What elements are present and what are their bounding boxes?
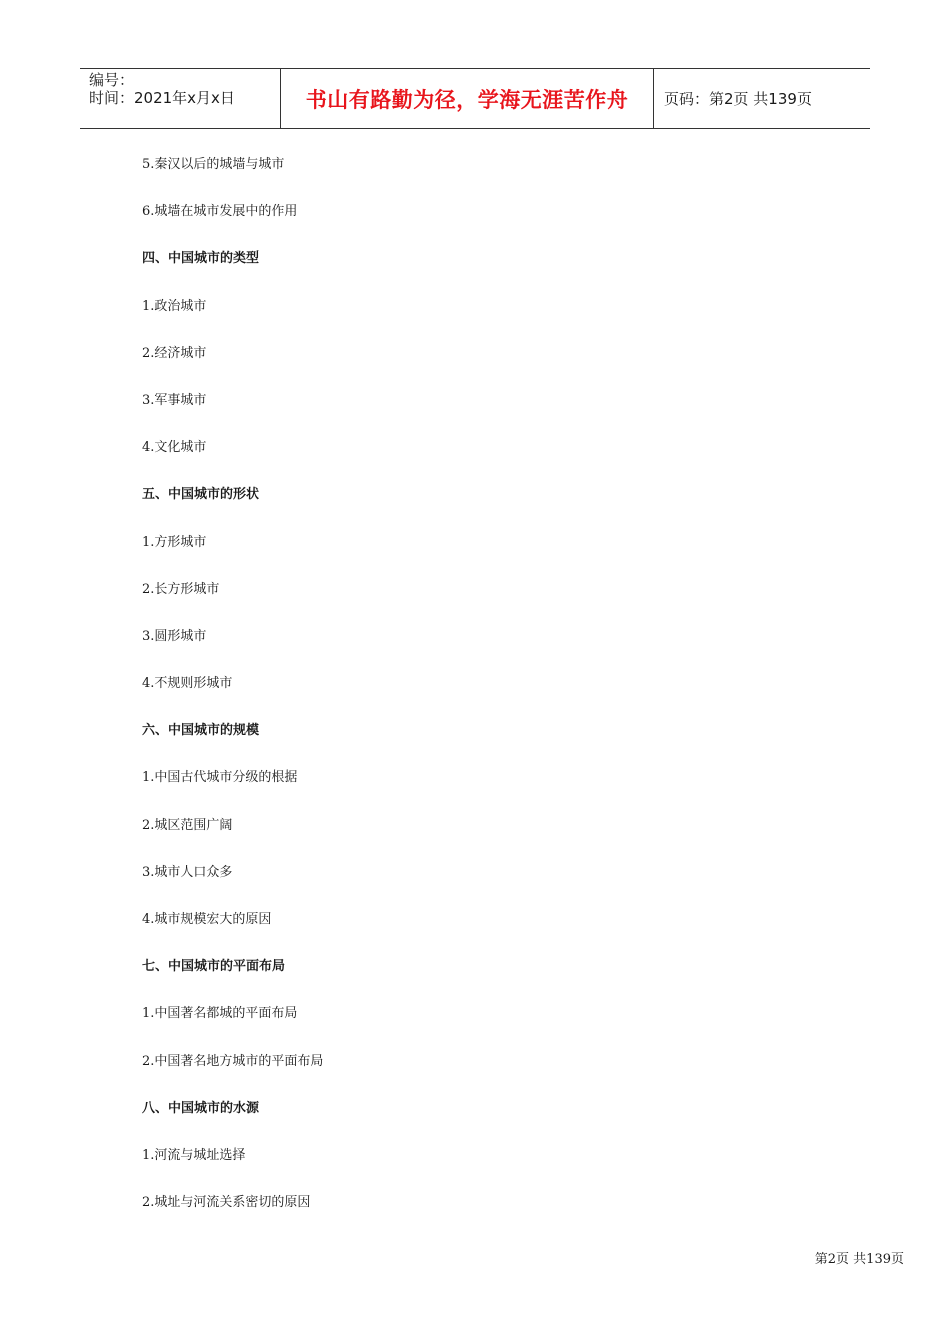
outline-item: 1.方形城市 xyxy=(142,534,207,550)
outline-item: 2.城址与河流关系密切的原因 xyxy=(142,1195,311,1211)
outline-item: 1.中国古代城市分级的根据 xyxy=(142,770,298,786)
outline-item: 2.城区范围广阔 xyxy=(142,817,233,833)
page-footer: 第2页 共139页 xyxy=(814,1252,904,1267)
section-heading: 六、中国城市的规模 xyxy=(142,723,260,739)
section-heading: 四、中国城市的类型 xyxy=(142,251,260,267)
time-label: 时间：2021年x月x日 xyxy=(89,89,235,107)
header-page-label: 页码：第2页 共139页 xyxy=(664,90,812,108)
outline-item: 6.城墙在城市发展中的作用 xyxy=(142,204,298,220)
serial-label: 编号： xyxy=(89,71,135,89)
section-heading: 五、中国城市的形状 xyxy=(142,487,260,503)
document-body xyxy=(142,153,842,1238)
outline-item: 1.政治城市 xyxy=(142,298,207,314)
outline-item: 1.中国著名都城的平面布局 xyxy=(142,1006,298,1022)
outline-item: 1.河流与城址选择 xyxy=(142,1147,246,1163)
outline-item: 4.文化城市 xyxy=(142,440,207,456)
outline-item: 3.城市人口众多 xyxy=(142,864,233,880)
outline-item: 5.秦汉以后的城墙与城市 xyxy=(142,157,285,172)
outline-item: 3.军事城市 xyxy=(142,392,207,408)
outline-item: 3.圆形城市 xyxy=(142,628,207,644)
outline-item: 2.中国著名地方城市的平面布局 xyxy=(142,1053,324,1069)
outline-item: 2.长方形城市 xyxy=(142,581,220,597)
outline-item: 4.不规则形城市 xyxy=(142,676,233,692)
section-heading: 八、中国城市的水源 xyxy=(142,1100,260,1116)
outline-item: 2.经济城市 xyxy=(142,345,207,361)
outline-item: 4.城市规模宏大的原因 xyxy=(142,912,272,927)
section-heading: 七、中国城市的平面布局 xyxy=(142,959,286,975)
page-header xyxy=(80,68,870,129)
header-motto: 书山有路勤为径，学海无涯苦作舟 xyxy=(281,69,654,128)
header-meta xyxy=(80,69,281,128)
